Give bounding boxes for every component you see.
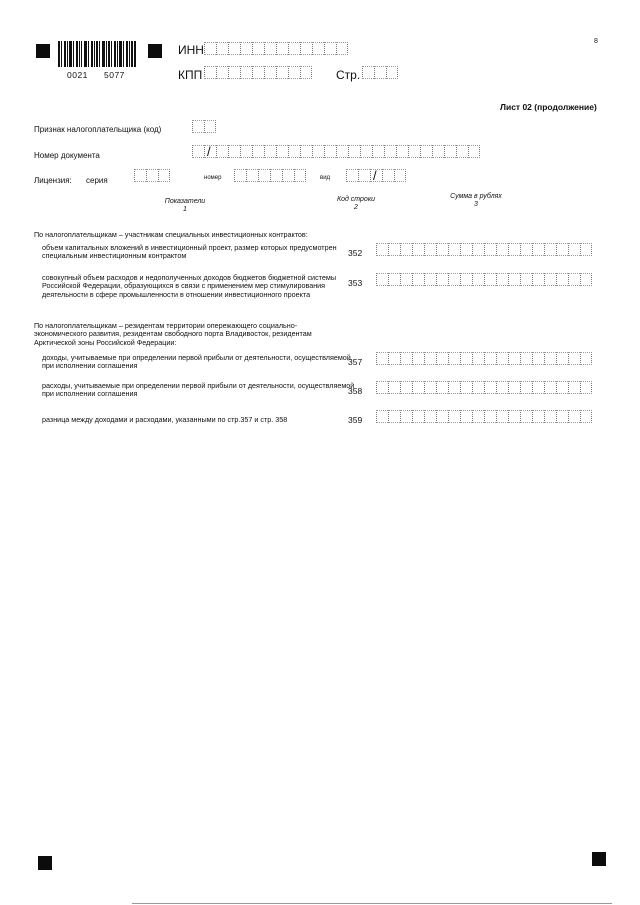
section1-heading: По налогоплательщикам – участникам специальных инвестиционных контрактов: xyxy=(34,230,308,239)
license-series-label: серия xyxy=(86,176,108,185)
column-amount-title: Сумма в рублях xyxy=(450,193,502,200)
inn-field[interactable] xyxy=(204,42,348,55)
footer-rule xyxy=(132,903,612,904)
row-353-label: совокупный объем расходов и недополученных доходов бюджетов бюджетной системы Российской Федерации, образующихся в связи с применением мер стимулирования деятельности в сфере промышленности в отношении инвестиционного проекта xyxy=(42,273,336,299)
column-indicators xyxy=(150,198,220,214)
registration-marker-bottom-left xyxy=(38,856,52,870)
registration-marker-top-left xyxy=(36,44,50,58)
column-line-code-title: Код строки xyxy=(336,196,376,203)
column-line-code-number: 2 xyxy=(354,204,358,211)
row-358-amount-field[interactable] xyxy=(376,381,592,394)
barcode-number-left: 0021 xyxy=(67,70,88,80)
kpp-label: КПП xyxy=(178,68,203,82)
row-358-code: 358 xyxy=(348,386,363,396)
row-357-label: доходы, учитываемые при определении первой прибыли от деятельности, осуществляемой при исполнении соглашения xyxy=(42,353,351,371)
license-number-label: номер xyxy=(204,175,222,181)
row-357-code: 357 xyxy=(348,357,363,367)
registration-marker-top-mid xyxy=(148,44,162,58)
row-359-label: разница между доходами и расходами, указанными по стр.357 и стр. 358 xyxy=(42,415,288,424)
barcode xyxy=(58,41,136,67)
inn-label: ИНН xyxy=(178,43,204,57)
row-353-amount-field[interactable] xyxy=(376,273,592,286)
row-352-code: 352 xyxy=(348,248,363,258)
column-amount xyxy=(436,193,516,209)
taxpayer-sign-label: Признак налогоплательщика (код) xyxy=(34,125,162,134)
document-number-label: Номер документа xyxy=(34,151,100,160)
license-label: Лицензия: xyxy=(34,176,72,185)
column-indicators-title: Показатели xyxy=(164,198,206,205)
page-marker: 8 xyxy=(594,38,598,45)
taxpayer-sign-field[interactable] xyxy=(192,120,216,133)
row-359-code: 359 xyxy=(348,415,363,425)
column-line-code xyxy=(326,196,386,212)
row-352-amount-field[interactable] xyxy=(376,243,592,256)
column-indicators-number: 1 xyxy=(183,206,187,213)
page-label: Стр. xyxy=(336,68,361,82)
section2-heading: По налогоплательщикам – резидентам территории опережающего социально-экономического развития, резидентам свободного порта Владивосток, резидентам Арктической зоны Российской Федерации: xyxy=(34,321,312,347)
row-353-code: 353 xyxy=(348,278,363,288)
page-number-field[interactable] xyxy=(362,66,398,79)
license-kind-label: вид xyxy=(320,175,331,181)
license-number-field[interactable] xyxy=(234,169,306,182)
row-359-amount-field[interactable] xyxy=(376,410,592,423)
document-number-field[interactable] xyxy=(192,145,480,158)
barcode-number-right: 5077 xyxy=(104,70,125,80)
row-358-label: расходы, учитываемые при определении первой прибыли от деятельности, осуществляемой при исполнении соглашения xyxy=(42,381,355,399)
license-kind-field[interactable] xyxy=(346,169,406,182)
sheet-title: Лист 02 (продолжение) xyxy=(500,102,597,112)
column-amount-number: 3 xyxy=(474,201,478,208)
row-352-label: объем капитальных вложений в инвестиционный проект, размер которых предусмотрен специальным инвестиционным контрактом xyxy=(42,243,337,261)
registration-marker-bottom-right xyxy=(592,852,606,866)
row-357-amount-field[interactable] xyxy=(376,352,592,365)
license-series-field[interactable] xyxy=(134,169,170,182)
kpp-field[interactable] xyxy=(204,66,312,79)
